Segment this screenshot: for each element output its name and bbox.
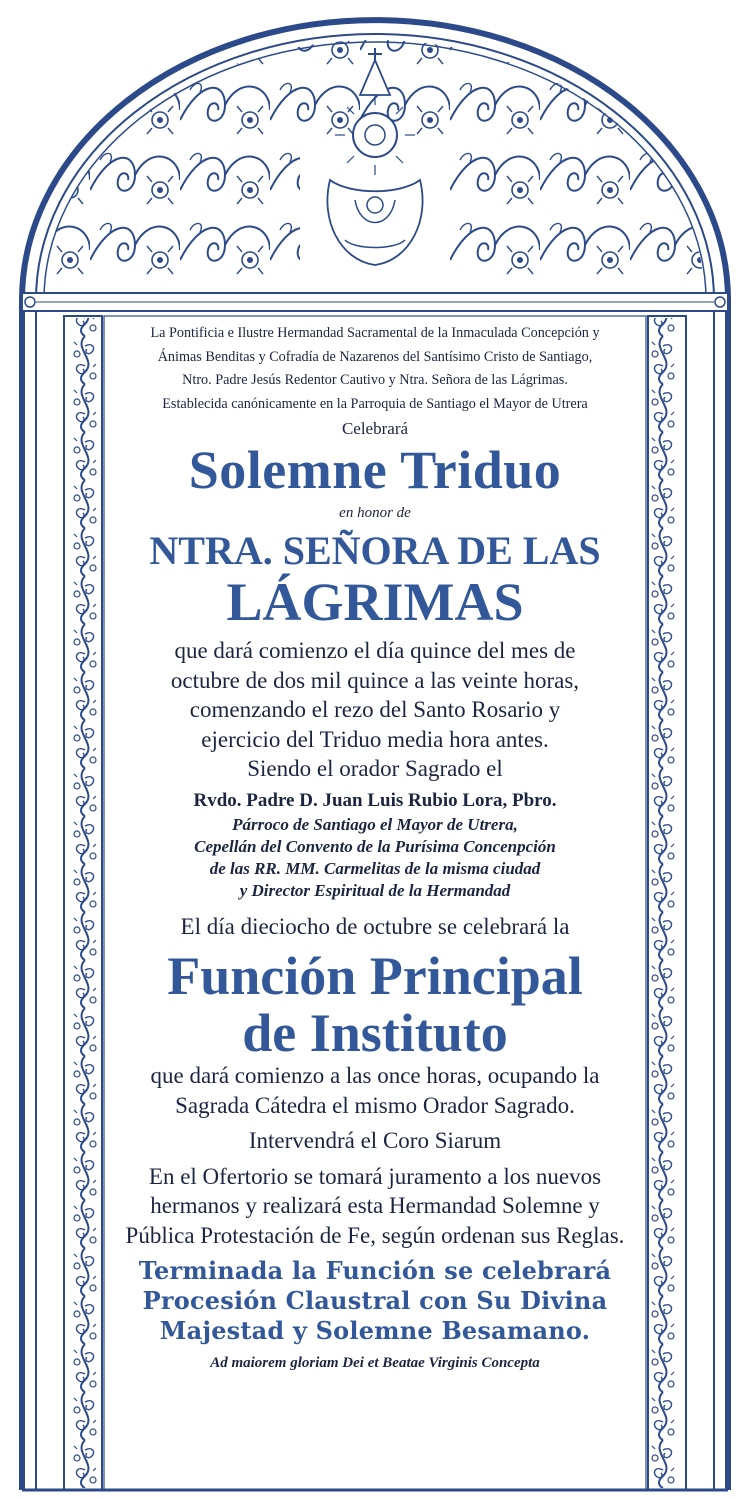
- hermandad-line-4: Establecida canónicamente en la Parroquia de Santiago el Mayor de Utrera: [162, 395, 588, 412]
- orador-name: Rvdo. Padre D. Juan Luis Rubio Lora, Pbro.: [193, 789, 557, 811]
- orador-title-line: de las RR. MM. Carmelitas de la misma ciudad: [209, 858, 541, 878]
- triduo-title: Solemne Triduo: [188, 440, 562, 500]
- coro-line: Intervendrá el Coro Siarum: [248, 1128, 502, 1153]
- triduo-detail-line: comenzando el rezo del Santo Rosario y: [189, 697, 561, 722]
- latin-motto: Ad maiorem gloriam Dei et Beatae Virginis Concepta: [210, 1355, 540, 1371]
- funcion-detail-line: que dará comienzo a las once horas, ocupando la: [150, 1063, 600, 1088]
- hermandad-line-1: La Pontificia e Ilustre Hermandad Sacramental de la Inmaculada Concepción y: [150, 325, 600, 341]
- hermandad-line-3: Ntro. Padre Jesús Redentor Cautivo y Ntra. Señora de las Lágrimas.: [182, 372, 568, 388]
- hermandad-line-2: Ánimas Benditas y Cofradía de Nazarenos del Santísimo Cristo de Santiago,: [157, 348, 593, 365]
- procesion-line: Terminada la Función se celebrará: [138, 1256, 612, 1285]
- ofertorio-paragraph: [112, 1162, 638, 1251]
- funcion-intro: El día dieciocho de octubre se celebrará la: [180, 913, 570, 939]
- triduo-detail-line: ejercicio del Triduo media hora antes.: [201, 726, 549, 752]
- funcion-detail-line: Sagrada Cátedra el mismo Orador Sagrado.: [175, 1092, 575, 1118]
- triduo-detail-line: octubre de dos mil quince a las veinte horas,: [170, 667, 580, 693]
- procesion-line: Majestad y Solemne Besamano.: [159, 1316, 591, 1345]
- orador-title-line: Párroco de Santiago el Mayor de Utrera,: [232, 814, 518, 834]
- orador-title-line: y Director Espiritual de la Hermandad: [239, 880, 511, 900]
- ofertorio-line: hermanos y realizará esta Hermandad Solemne y: [150, 1193, 600, 1218]
- celebrara-label: Celebrará: [341, 419, 409, 438]
- virgen-title-line-2: LÁGRIMAS: [226, 572, 524, 632]
- funcion-title-line-2: de Instituto: [242, 1003, 508, 1063]
- triduo-detail-line: Siendo el orador Sagrado el: [247, 756, 503, 781]
- ofertorio-line: Pública Protestación de Fe, según ordenan sus Reglas.: [125, 1222, 625, 1248]
- procesion-paragraph: [112, 1256, 638, 1346]
- announcement-text: [112, 322, 638, 1482]
- en-honor-label: en honor de: [339, 505, 411, 521]
- triduo-detail-line: que dará comienzo el día quince del mes de: [174, 638, 576, 663]
- virgen-title-line-1: NTRA. SEÑORA DE LAS: [149, 528, 601, 573]
- procesion-line: Procesión Claustral con Su Divina: [142, 1286, 608, 1315]
- funcion-title-line-1: Función Principal: [167, 946, 583, 1006]
- triduo-details: [112, 636, 638, 784]
- ofertorio-line: En el Ofertorio se tomará juramento a los nuevos: [148, 1163, 602, 1189]
- orador-title-line: Cepellán del Convento de la Purísima Concenpción: [194, 836, 556, 856]
